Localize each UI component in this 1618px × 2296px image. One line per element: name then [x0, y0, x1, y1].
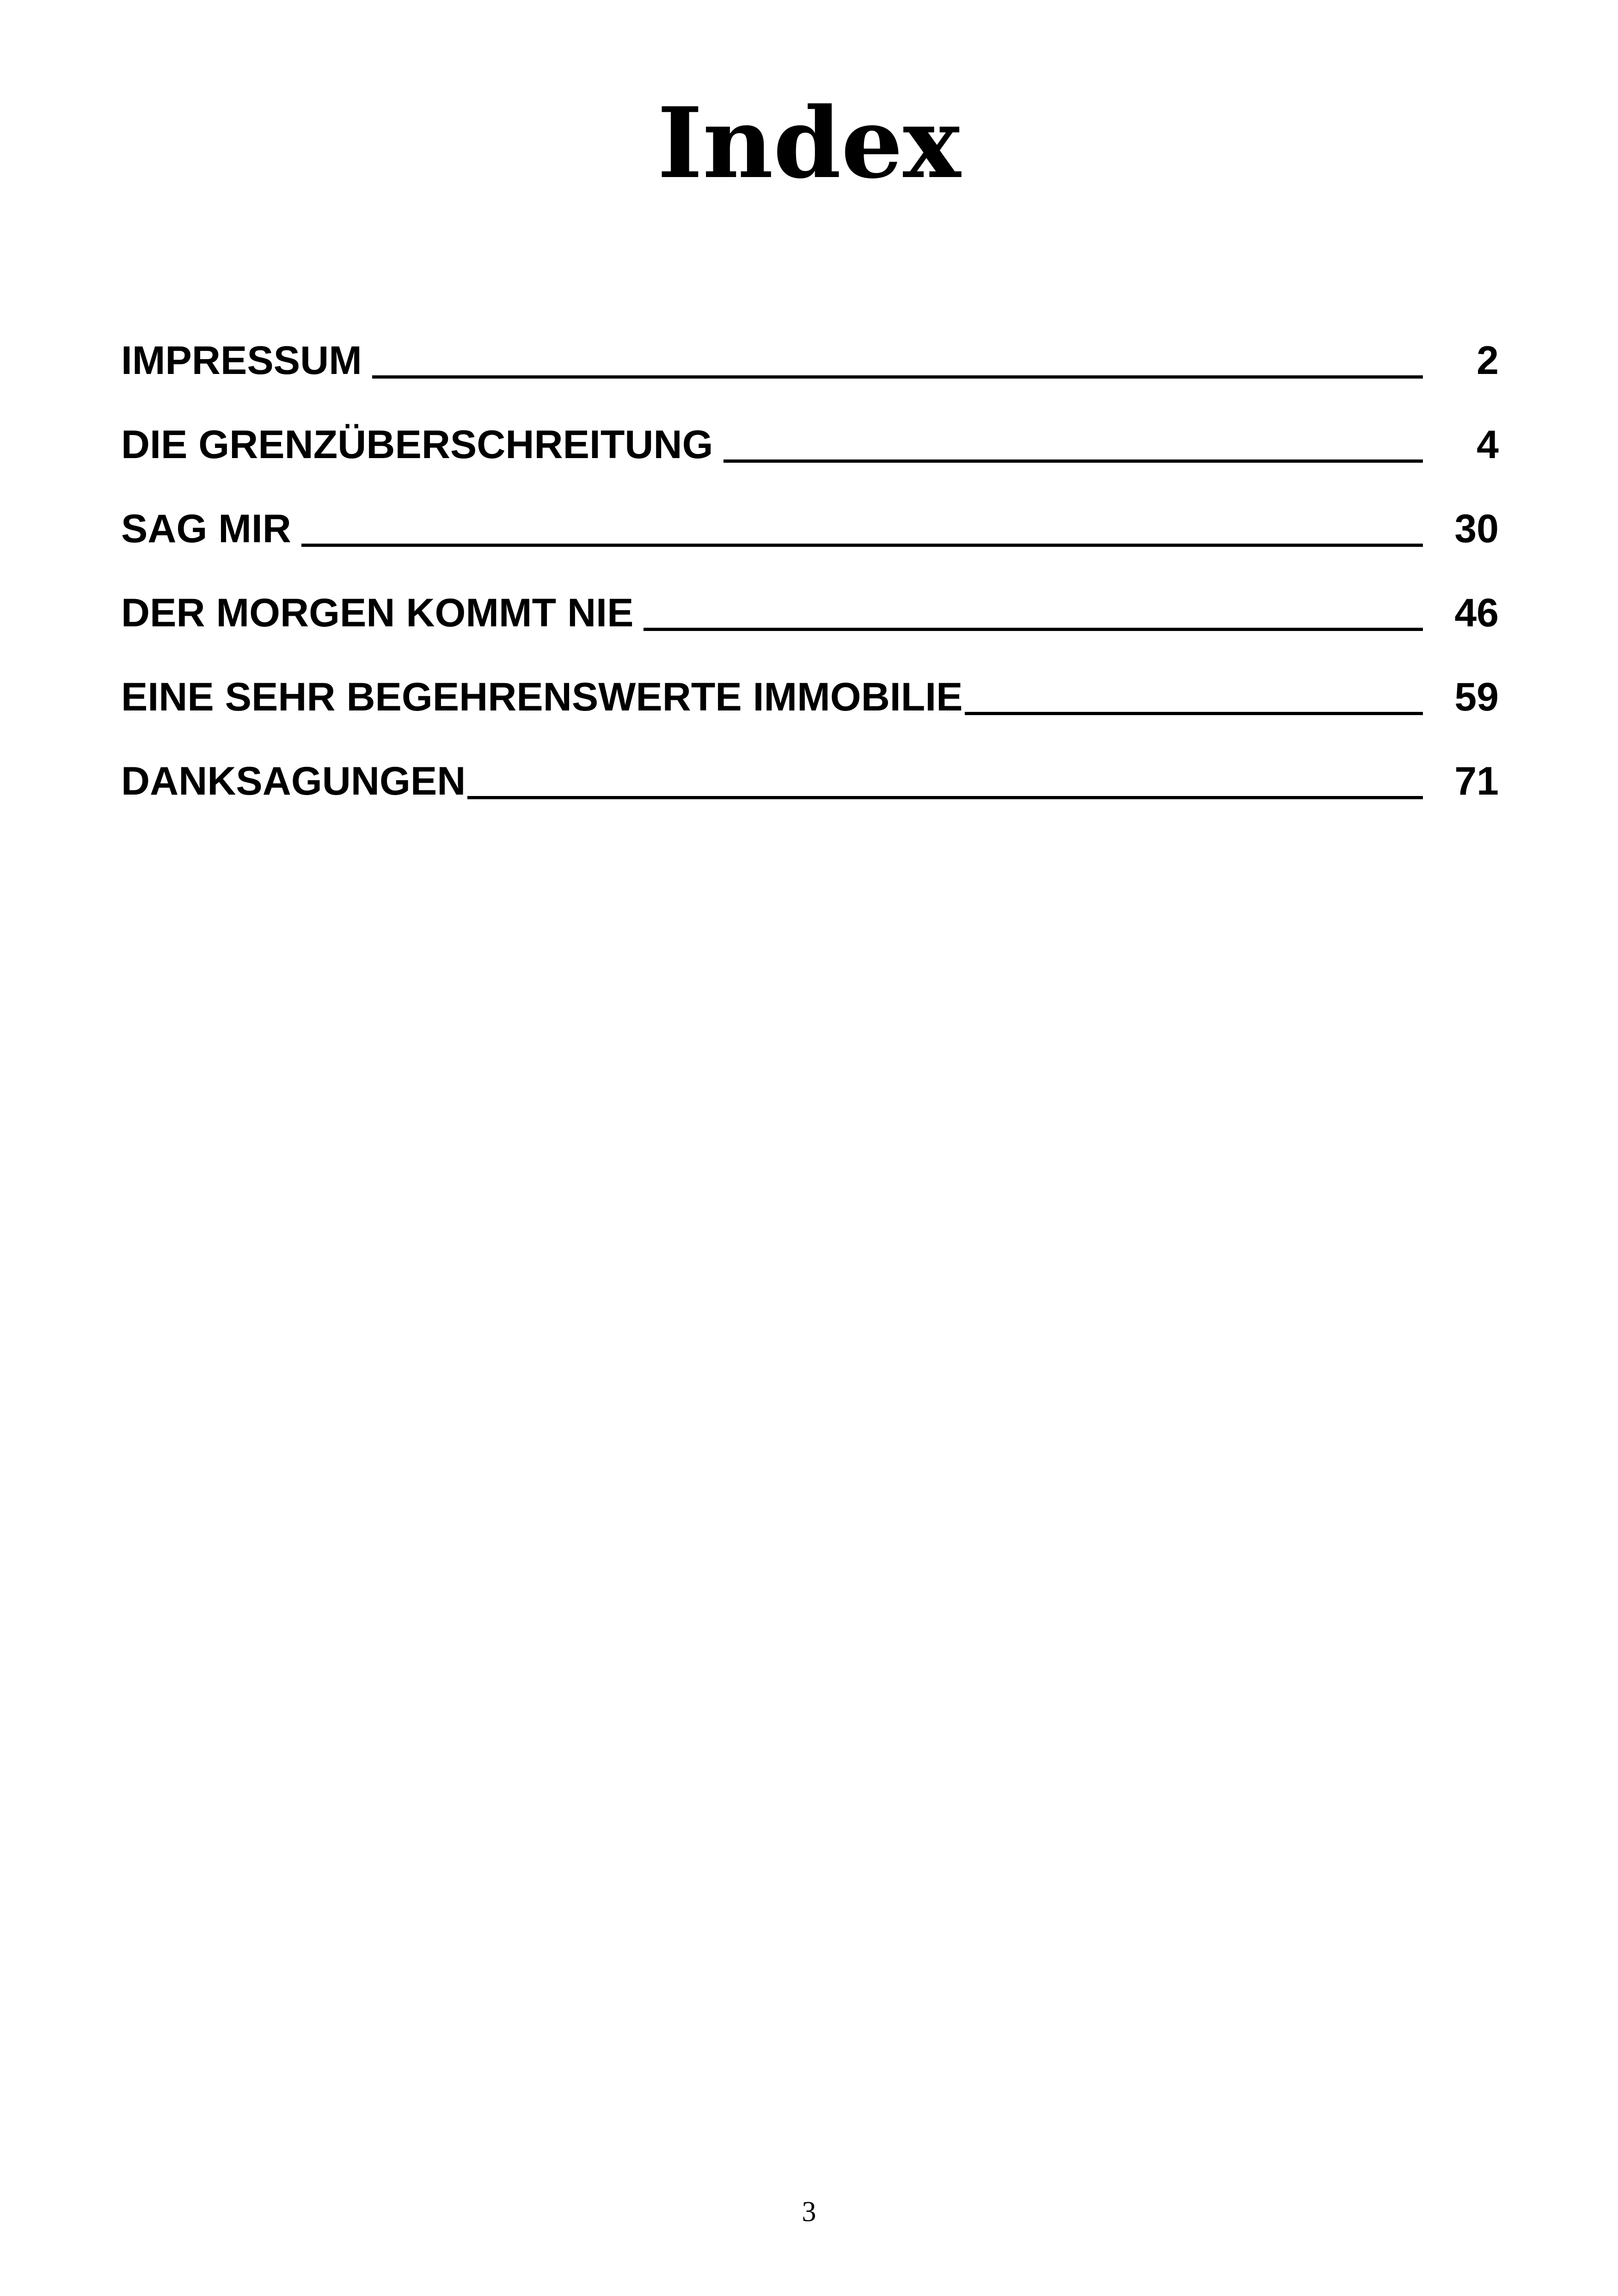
- toc-entry-title: SAG MIR: [121, 507, 291, 551]
- toc-entry-page: 59: [1454, 675, 1499, 719]
- toc-entry-page: 30: [1454, 507, 1499, 551]
- toc-entry-title: EINE SEHR BEGEHRENSWERTE IMMOBILIE: [121, 675, 963, 719]
- toc-entry-page: 46: [1454, 591, 1499, 635]
- toc-entry-der-morgen-kommt-nie[interactable]: [121, 585, 1499, 669]
- toc-entry-title: DIE GRENZÜBERSCHREITUNG: [121, 422, 713, 467]
- toc-entry-page: 71: [1454, 759, 1499, 803]
- toc-leader-line: [301, 544, 1423, 547]
- toc-entry-danksagungen[interactable]: [121, 753, 1499, 838]
- toc-leader-line: [644, 628, 1423, 631]
- toc-entry-page: 2: [1477, 338, 1499, 383]
- toc-leader-line: [965, 712, 1423, 715]
- toc-entry-title: DER MORGEN KOMMT NIE: [121, 591, 634, 635]
- table-of-contents: [121, 333, 1499, 838]
- toc-entry-impressum[interactable]: [121, 333, 1499, 417]
- toc-leader-line: [467, 796, 1423, 799]
- toc-entry-title: IMPRESSUM: [121, 338, 362, 383]
- page-title: Index: [657, 86, 961, 200]
- toc-entry-immobilie[interactable]: [121, 669, 1499, 753]
- toc-entry-page: 4: [1477, 422, 1499, 467]
- toc-leader-line: [372, 375, 1423, 379]
- page-number: 3: [802, 2196, 816, 2228]
- toc-entry-grenzueberschreitung[interactable]: [121, 417, 1499, 501]
- toc-leader-line: [723, 459, 1423, 463]
- toc-entry-title: DANKSAGUNGEN: [121, 759, 466, 803]
- toc-entry-sag-mir[interactable]: [121, 501, 1499, 585]
